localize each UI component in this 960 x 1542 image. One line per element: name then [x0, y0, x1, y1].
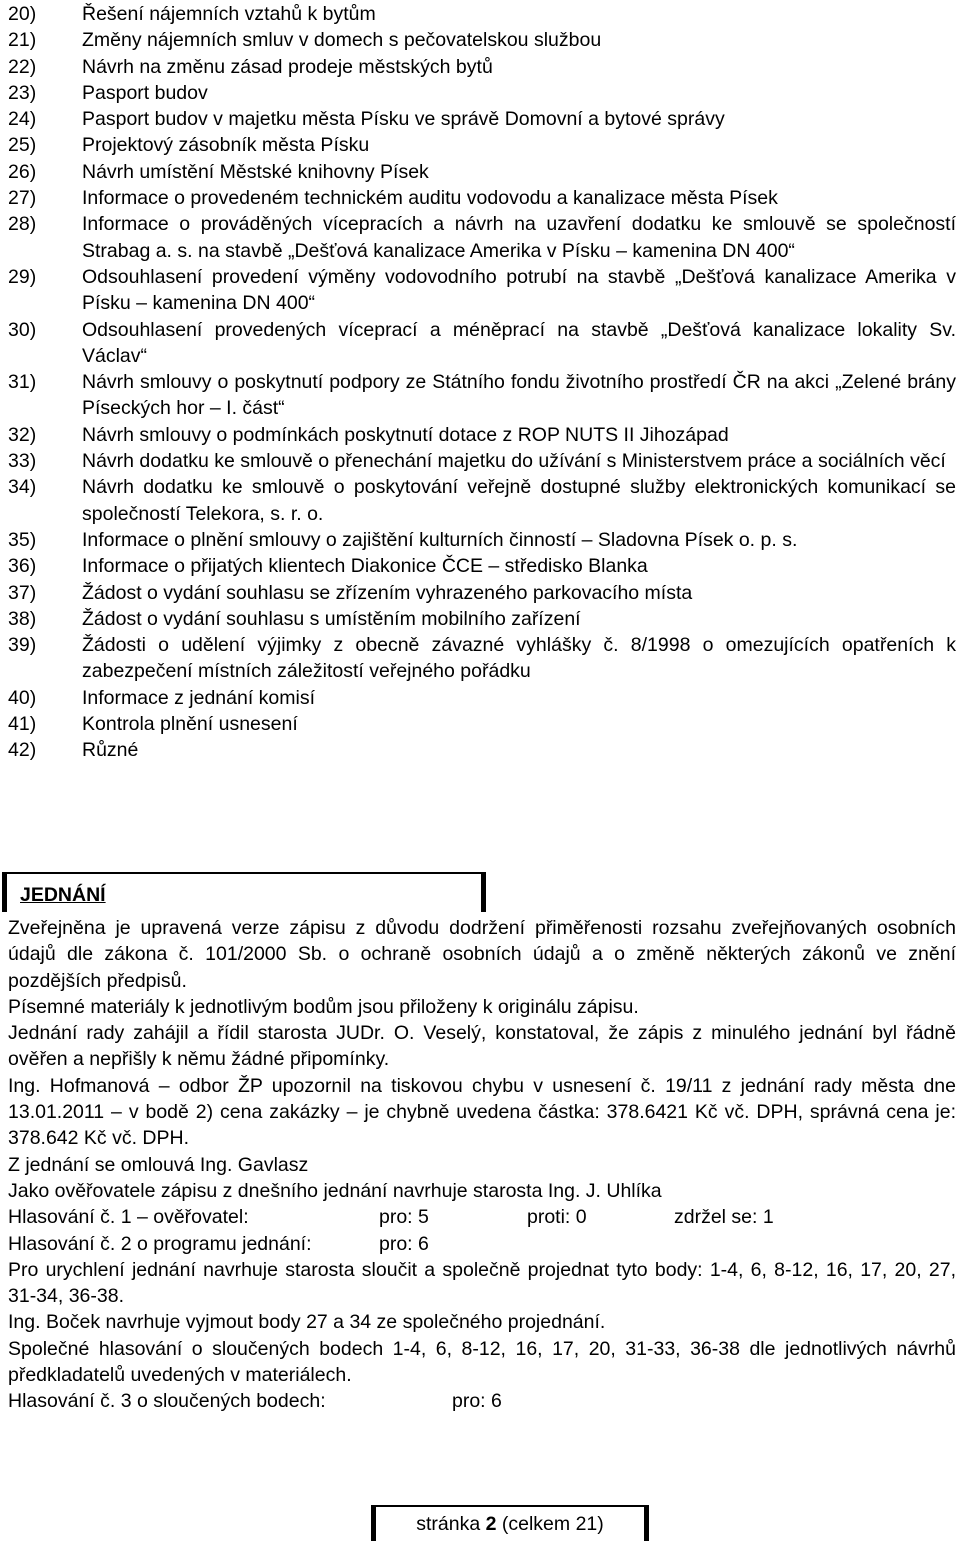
paragraph-materials: Písemné materiály k jednotlivým bodům jsou přiloženy k originálu zápisu.: [8, 995, 639, 1018]
vote-1-zdrzel: zdržel se: 1: [674, 1206, 774, 1229]
agenda-item: [8, 369, 956, 422]
agenda-item-number: 41): [8, 713, 37, 736]
page-footer: [371, 1505, 649, 1541]
agenda-item: [8, 80, 956, 106]
agenda-item: [8, 527, 956, 553]
agenda-item-number: 32): [8, 423, 37, 446]
agenda-item-text: Žádost o vydání souhlasu se zřízením vyhrazeného parkovacího místa: [82, 581, 693, 604]
paragraph-opening: Jednání rady zahájil a řídil starosta JUDr. O. Veselý, konstatoval, že zápis z minulého jednání byl řádně ověřen a nepřišly k němu žádné připomínky.: [8, 1022, 956, 1071]
agenda-item: [8, 474, 956, 527]
vote-2-label: Hlasování č. 2 o programu jednání:: [8, 1232, 312, 1255]
agenda-item: [8, 54, 956, 80]
agenda-item-text: Řešení nájemních vztahů k bytům: [82, 3, 376, 25]
agenda-item-number: 25): [8, 134, 37, 157]
vote-row-3: [8, 1388, 956, 1414]
agenda-item: [8, 132, 956, 158]
paragraph-exclusion: Ing. Boček navrhuje vyjmout body 27 a 34 ze společného projednání.: [8, 1311, 606, 1334]
agenda-item-text: Návrh na změnu zásad prodeje městských bytů: [82, 55, 493, 78]
agenda-item-number: 27): [8, 187, 37, 210]
section-heading: JEDNÁNÍ: [20, 884, 106, 906]
agenda-list: [8, 1, 956, 764]
agenda-item: [8, 711, 956, 737]
agenda-item-text: Návrh umístění Městské knihovny Písek: [82, 160, 429, 183]
footer-page-number: 2: [485, 1513, 497, 1535]
vote-2-pro: pro: 6: [379, 1232, 429, 1255]
agenda-item: [8, 553, 956, 579]
agenda-item: [8, 264, 956, 317]
vote-3-label: Hlasování č. 3 o sloučených bodech:: [8, 1390, 326, 1413]
agenda-item-text: Návrh dodatku ke smlouvě o poskytování veřejně dostupné služby elektronických komunikací se společností Telekora, s. r. o.: [82, 476, 956, 525]
agenda-item-text: Projektový zásobník města Písku: [82, 134, 370, 157]
agenda-item-number: 29): [8, 265, 37, 288]
agenda-item-text: Různé: [82, 739, 139, 762]
footer-suffix: (celkem 21): [496, 1513, 604, 1535]
vote-row-2: [8, 1231, 956, 1257]
meeting-section: [8, 915, 956, 1415]
agenda-item: [8, 580, 956, 606]
agenda-item-number: 34): [8, 476, 37, 499]
agenda-item: [8, 422, 956, 448]
agenda-item-number: 24): [8, 108, 37, 131]
paragraph-joint-vote: Společné hlasování o sloučených bodech 1-4, 6, 8-12, 16, 17, 20, 31-33, 36-38 dle jednotlivých návrhů předkladatelů uvedených v materiálech.: [8, 1337, 956, 1387]
agenda-item-text: Informace o plnění smlouvy o zajištění kulturních činností – Sladovna Písek o. p. s.: [82, 528, 798, 551]
agenda-item-number: 33): [8, 450, 37, 473]
section-heading-box: [2, 872, 486, 912]
agenda-item-number: 22): [8, 55, 37, 78]
agenda-item-number: 35): [8, 528, 37, 551]
agenda-item: [8, 185, 956, 211]
agenda-item-text: Kontrola plnění usnesení: [82, 713, 298, 736]
agenda-item-number: 28): [8, 213, 37, 236]
agenda-item-text: Informace z jednání komisí: [82, 686, 316, 709]
agenda-item-number: 40): [8, 686, 37, 709]
agenda-item-text: Žádosti o udělení výjimky z obecně závazné vyhlášky č. 8/1998 o omezujících opatřeních k zabezpečení místních záležitostí veřejného pořádku: [82, 634, 956, 683]
agenda-item-number: 42): [8, 739, 37, 762]
agenda-item-text: Návrh smlouvy o podmínkách poskytnutí dotace z ROP NUTS II Jihozápad: [82, 423, 729, 446]
agenda-item-text: Informace o prováděných vícepracích a návrh na uzavření dodatku ke smlouvě se společností Strabag a. s. na stavbě „Dešťová kanalizace Amerika v Písku – kamenina DN 400“: [82, 213, 956, 262]
agenda-item: [8, 317, 956, 370]
agenda-item: [8, 737, 956, 763]
paragraph-correction: Ing. Hofmanová – odbor ŽP upozornil na tiskovou chybu v usnesení č. 19/11 z jednání rady města dne 13.01.2011 – v bodě 2) cena zakázky – je chybně uvedena částka: 378.6421 Kč vč. DPH, správná cena je: 378.642 Kč vč. DPH.: [8, 1074, 956, 1150]
vote-3-pro: pro: 6: [452, 1390, 502, 1413]
agenda-item-text: Žádost o vydání souhlasu s umístěním mobilního zařízení: [82, 607, 581, 630]
agenda-item-number: 31): [8, 371, 37, 394]
agenda-item-number: 20): [8, 3, 37, 25]
agenda-item-text: Informace o přijatých klientech Diakonice ČCE – středisko Blanka: [82, 555, 648, 578]
agenda-item: [8, 211, 956, 264]
paragraph-merge-proposal: Pro urychlení jednání navrhuje starosta sloučit a společně projednat tyto body: 1-4, 6, 8-12, 16, 17, 20, 27, 31-34, 36-38.: [8, 1258, 956, 1308]
agenda-item-text: Návrh dodatku ke smlouvě o přenechání majetku do užívání s Ministerstvem práce a sociálních věcí: [82, 450, 946, 473]
agenda-item-text: Odsouhlasení provedených víceprací a méněprací na stavbě „Dešťová kanalizace lokality Sv. Václav“: [82, 318, 956, 367]
vote-row-1: [8, 1204, 956, 1230]
agenda-item: [8, 632, 956, 685]
paragraph-publication-note: Zveřejněna je upravená verze zápisu z důvodu dodržení přiměřenosti rozsahu zveřejňovaných osobních údajů dle zákona č. 101/2000 Sb. o ochraně osobních údajů a o změně některých zákonů ve znění pozdějších předpisů.: [8, 917, 956, 992]
vote-1-label: Hlasování č. 1 – ověřovatel:: [8, 1206, 249, 1229]
paragraph-apology: Z jednání se omlouvá Ing. Gavlasz: [8, 1153, 309, 1176]
agenda-item: [8, 1, 956, 27]
agenda-item: [8, 106, 956, 132]
agenda-item-number: 21): [8, 29, 37, 52]
agenda-item-text: Pasport budov: [82, 81, 208, 104]
agenda-item-number: 30): [8, 318, 37, 341]
agenda-item: [8, 685, 956, 711]
agenda-item-text: Pasport budov v majetku města Písku ve správě Domovní a bytové správy: [82, 108, 725, 131]
agenda-item: [8, 159, 956, 185]
paragraph-verifier: Jako ověřovatele zápisu z dnešního jednání navrhuje starosta Ing. J. Uhlíka: [8, 1179, 662, 1202]
vote-1-pro: pro: 5: [379, 1206, 429, 1229]
agenda-item-text: Návrh smlouvy o poskytnutí podpory ze Státního fondu životního prostředí ČR na akci „Zelené brány Píseckých hor – I. část“: [82, 371, 956, 420]
agenda-item-number: 23): [8, 81, 37, 104]
agenda-item-text: Informace o provedeném technickém auditu vodovodu a kanalizace města Písek: [82, 187, 778, 210]
agenda-item-text: Změny nájemních smluv v domech s pečovatelskou službou: [82, 29, 602, 52]
agenda-item-number: 26): [8, 160, 37, 183]
agenda-item-number: 36): [8, 555, 37, 578]
agenda-item: [8, 606, 956, 632]
agenda-item-number: 39): [8, 634, 37, 657]
agenda-item: [8, 448, 956, 474]
agenda-item: [8, 27, 956, 53]
agenda-item-number: 38): [8, 607, 37, 630]
agenda-item-text: Odsouhlasení provedení výměny vodovodního potrubí na stavbě „Dešťová kanalizace Amerika v Písku – kamenina DN 400“: [82, 265, 956, 315]
vote-1-proti: proti: 0: [527, 1206, 587, 1229]
footer-prefix: stránka: [416, 1513, 486, 1535]
agenda-item-number: 37): [8, 581, 37, 604]
